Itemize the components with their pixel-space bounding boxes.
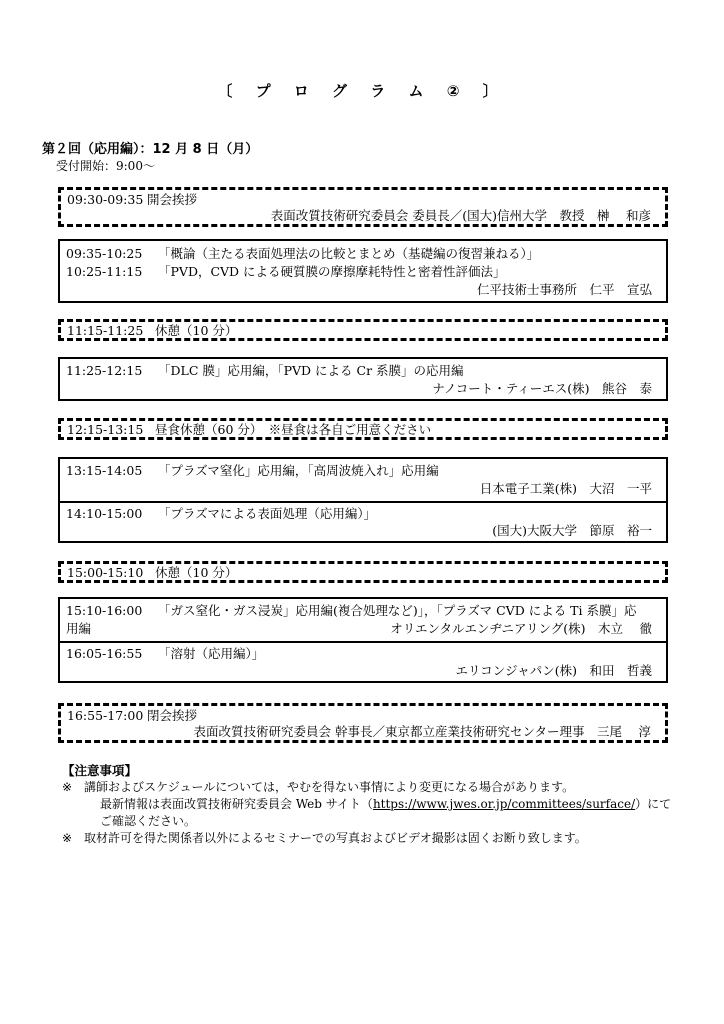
session-heading: 第２回（応用編）：12 月 8 日（月） bbox=[42, 142, 259, 157]
dlc-speaker: ナノコート・ティーエス(株) 熊谷 泰 bbox=[432, 381, 652, 396]
break1-block bbox=[58, 319, 668, 341]
dlc-desc: 「DLC 膜」応用編，「PVD による Cr 系膜」の応用編 bbox=[158, 363, 464, 378]
page-title: 〔 プ ロ グ ラ ム ② 〕 bbox=[217, 82, 507, 100]
committee-website-link[interactable]: https://www.jwes.or.jp/committees/surface/ bbox=[372, 797, 636, 811]
spraying-speaker: エリコンジャパン(株) 和田 哲義 bbox=[455, 663, 652, 678]
spraying-time: 16:05-16:55 bbox=[66, 646, 143, 661]
break1-desc: 休憩（10 分） bbox=[155, 323, 238, 338]
closing-time: 16:55-17:00 bbox=[67, 708, 144, 723]
note-line-2 bbox=[100, 796, 671, 812]
plasma-surface-item bbox=[60, 501, 666, 541]
gas-nitriding-item bbox=[60, 599, 666, 641]
note-line-2-pre: 最新情報は表面改質技術研究委員会 Web サイト（ bbox=[100, 797, 373, 811]
plasma-surface-time: 14:10-15:00 bbox=[66, 506, 143, 521]
overview-speaker: 仁平技術士事務所 仁平 宣弘 bbox=[476, 282, 652, 297]
plasma-group bbox=[58, 457, 668, 543]
opening-desc: 開会挨拶 bbox=[147, 192, 198, 207]
spraying-item bbox=[60, 641, 666, 681]
overview-block bbox=[58, 239, 668, 303]
break2-time: 15:00-15:10 bbox=[67, 565, 144, 580]
overview-desc-1: 「概論（主たる表面処理法の比較とまとめ（基礎編の復習兼ねる）」 bbox=[158, 246, 540, 261]
note-line-1: 講師およびスケジュールについては，やむを得ない事情により変更になる場合があります。 bbox=[84, 780, 575, 794]
gas-nitriding-speaker: オリエンタルエンヂニアリング(株) 木立 徹 bbox=[390, 621, 652, 636]
lunch-block bbox=[58, 418, 668, 440]
break2-block bbox=[58, 561, 668, 583]
note-line-3: ご確認ください。 bbox=[100, 814, 197, 828]
closing-block bbox=[58, 703, 668, 743]
break2-desc: 休憩（10 分） bbox=[155, 565, 238, 580]
plasma-nitriding-time: 13:15-14:05 bbox=[66, 463, 143, 478]
note-mark-1: ※ bbox=[62, 780, 73, 794]
closing-desc: 閉会挨拶 bbox=[147, 708, 198, 723]
gas-nitriding-desc-cont: 用編 bbox=[66, 621, 92, 636]
dlc-time: 11:25-12:15 bbox=[66, 363, 143, 378]
dlc-block bbox=[58, 357, 668, 401]
note-line-4: 取材許可を得た関係者以外によるセミナーでの写真およびビデオ撮影は固くお断り致します。 bbox=[84, 831, 587, 845]
plasma-nitriding-speaker: 日本電子工業(株) 大沼 一平 bbox=[479, 481, 652, 496]
plasma-nitriding-desc: 「プラズマ窒化」応用編，「高周波焼入れ」応用編 bbox=[158, 463, 439, 478]
overview-time-1: 09:35-10:25 bbox=[66, 246, 143, 261]
gas-nitriding-time: 15:10-16:00 bbox=[66, 603, 143, 618]
opening-speaker: 表面改質技術研究委員会 委員長／(国大)信州大学 教授 榊 和彦 bbox=[270, 208, 651, 223]
reception-time: 受付開始：9:00〜 bbox=[56, 159, 155, 173]
lunch-time: 12:15-13:15 bbox=[67, 422, 144, 437]
note-mark-2: ※ bbox=[62, 831, 73, 845]
plasma-nitriding-item bbox=[60, 459, 666, 501]
plasma-surface-speaker: (国大)大阪大学 節原 裕一 bbox=[492, 523, 652, 538]
overview-desc-2: 「PVD，CVD による硬質膜の摩擦摩耗特性と密着性評価法」 bbox=[158, 264, 506, 279]
opening-time: 09:30-09:35 bbox=[67, 192, 144, 207]
gas-group bbox=[58, 597, 668, 683]
notes-heading: 【注意事項】 bbox=[62, 763, 138, 778]
opening-block bbox=[58, 187, 668, 227]
break1-time: 11:15-11:25 bbox=[67, 323, 144, 338]
plasma-surface-desc: 「プラズマによる表面処理（応用編）」 bbox=[158, 506, 377, 521]
note-line-2-post: ）にて bbox=[635, 797, 672, 811]
gas-nitriding-desc: 「ガス窒化・ガス浸炭」応用編(複合処理など)」，「プラズマ CVD による Ti 系膜」応 bbox=[158, 603, 637, 618]
lunch-desc: 昼食休憩（60 分） ※昼食は各自ご用意ください bbox=[155, 422, 432, 437]
overview-time-2: 10:25-11:15 bbox=[66, 264, 143, 279]
closing-speaker: 表面改質技術研究委員会 幹事長／東京都立産業技術研究センター理事 三尾 淳 bbox=[193, 724, 651, 739]
spraying-desc: 「溶射（応用編）」 bbox=[158, 646, 265, 661]
